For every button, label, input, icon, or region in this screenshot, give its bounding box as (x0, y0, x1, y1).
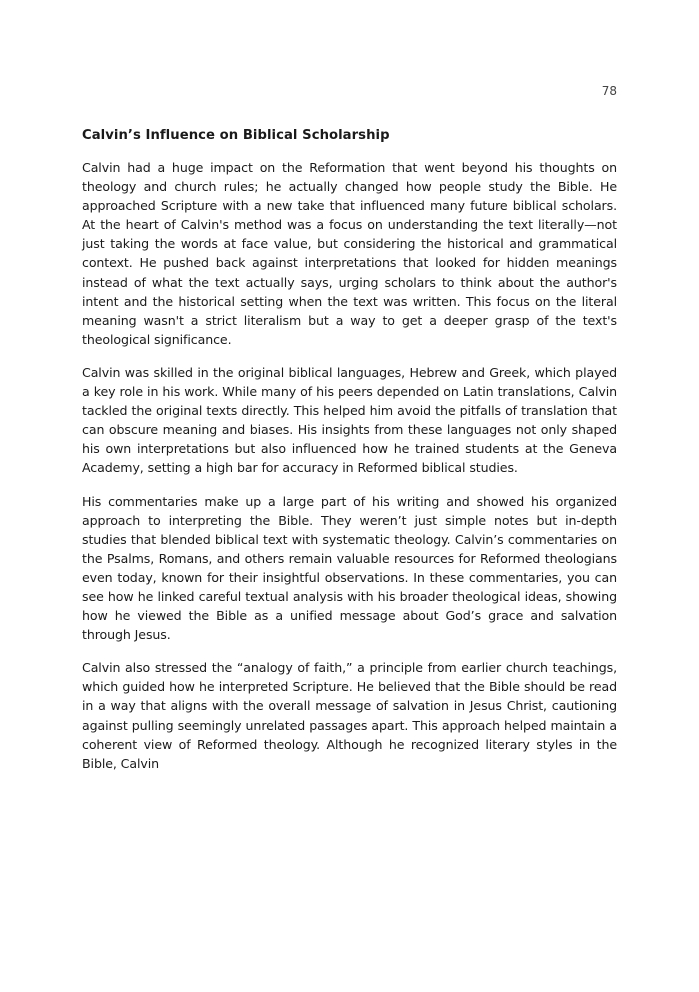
page-number: 78 (601, 84, 617, 98)
paragraph-3: His commentaries make up a large part of his writing and showed his organized approach to interpreting the Bible. They weren’t just simple notes but in-depth studies that blended biblical text with systematic theology. Calvin’s commentaries on the Psalms, Romans, and others remain valuable resources for Reformed theologians even today, known for their insightful observations. In these commentaries, you can see how he linked careful textual analysis with his broader theological ideas, showing how he viewed the Bible as a unified message about God’s grace and salvation through Jesus. (82, 493, 617, 643)
paragraph-2: Calvin was skilled in the original biblical languages, Hebrew and Greek, which played a key role in his work. While many of his peers depended on Latin translations, Calvin tackled the original texts directly. This helped him avoid the pitfalls of translation that can obscure meaning and biases. His insights from these languages not only shaped his own interpretations but also influenced how he trained students at the Geneva Academy, setting a high bar for accuracy in Reformed biblical studies. (82, 364, 617, 476)
paragraph-4: Calvin also stressed the “analogy of faith,” a principle from earlier church teachings, which guided how he interpreted Scripture. He believed that the Bible should be read in a way that aligns with the overall message of salvation in Jesus Christ, cautioning against pulling seemingly unrelated passages apart. This approach helped maintain a coherent view of Reformed theology. Although he recognized literary styles in the Bible, Calvin (82, 660, 617, 771)
paragraph-1: Calvin had a huge impact on the Reformation that went beyond his thoughts on theology and church rules; he actually changed how people study the Bible. He approached Scripture with a new take that influenced many future biblical scholars. At the heart of Calvin's method was a focus on understanding the text literally—not just taking the words at face value, but considering the historical and grammatical context. He pushed back against interpretations that looked for hidden meanings instead of what the text actually says, urging scholars to think about the author's intent and the historical setting when the text was written. This focus on the literal meaning wasn't a strict literalism but a way to get a deeper grasp of the text's theological significance. (82, 160, 617, 347)
page-content (82, 126, 617, 787)
section-heading: Calvin’s Influence on Biblical Scholarship (82, 128, 390, 143)
